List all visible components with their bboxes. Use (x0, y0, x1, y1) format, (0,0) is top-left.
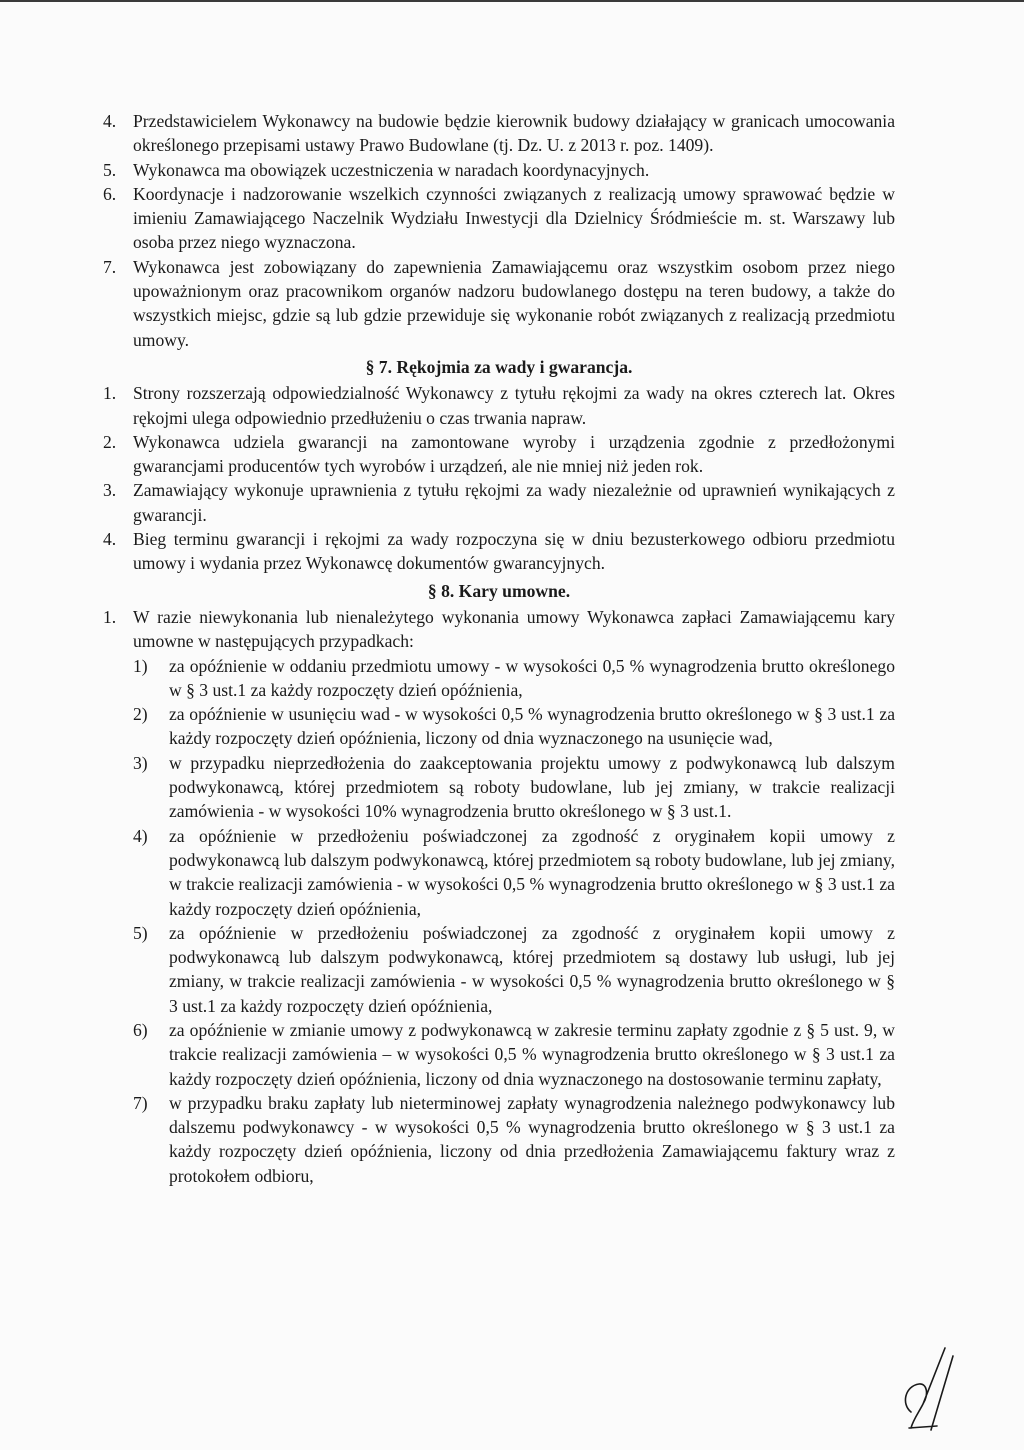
clause-item (103, 182, 895, 255)
clause-text: Strony rozszerzają odpowiedzialność Wykonawcy z tytułu rękojmi za wady na okres czterech lat. Okres rękojmi ulega odpowiednio przedłużeniu o czas trwania napraw. (133, 383, 895, 428)
clause-number: 2. (103, 431, 117, 452)
clause-number: 1. (103, 383, 117, 404)
section-7-heading: § 7. Rękojmia za wady i gwarancja. (365, 356, 633, 377)
penalty-subitem (103, 751, 895, 824)
clause-text: Wykonawca udziela gwarancji na zamontowane wyroby i urządzenia zgodnie z przedłożonymi gwarancjami producentów tych wyrobów i urządzeń, ale nie mniej niż jeden rok. (133, 431, 895, 477)
subitem-number: 6) (133, 1019, 148, 1040)
clause-text: Zamawiający wykonuje uprawnienia z tytułu rękojmi za wady niezależnie od uprawnień wynikających z gwarancji. (133, 480, 895, 525)
subitem-text: za opóźnienie w przedłożeniu poświadczonej za zgodność z oryginałem kopii umowy z podwykonawcą lub dalszym podwykonawcą, której przedmiotem są roboty budowlane, lub jej zmiany, w trakcie realizacji zamówienia - w wysokości 0,5 % wynagrodzenia brutto określonego w § 3 ust.1 za każdy rozpoczęty dzień opóźnienia, (169, 825, 895, 919)
clause-text: Przedstawicielem Wykonawcy na budowie będzie kierownik budowy działający w granicach umocowania określonego przepisami ustawy Prawo Budowlane (tj. Dz. U. z 2013 r. poz. 1409). (133, 111, 895, 156)
clause-number: 3. (103, 480, 117, 501)
clause-text: Bieg terminu gwarancji i rękojmi za wady rozpoczyna się w dniu bezusterkowego odbioru przedmiotu umowy i wydania przez Wykonawcę dokumentów gwarancyjnych. (133, 529, 895, 574)
subitem-number: 7) (133, 1092, 148, 1113)
penalty-subitem (103, 702, 895, 751)
page-top-edge (0, 0, 1024, 2)
clause-number: 4. (103, 529, 117, 550)
subitem-number: 1) (133, 655, 148, 676)
clause-item (103, 605, 895, 654)
subitem-number: 5) (133, 922, 148, 943)
clause-item (103, 478, 895, 527)
clause-number: 7. (103, 256, 117, 277)
clause-text: Wykonawca jest zobowiązany do zapewnienia Zamawiającemu oraz wszystkim osobom przez niego upoważnionym oraz pracownikom organów nadzoru budowlanego dostępu na teren budowy, a także do wszystkich miejsc, gdzie są lub gdzie przewiduje się wykonanie robót związanych z realizacją przedmiotu umowy. (133, 256, 895, 350)
clause-item (103, 109, 895, 158)
penalty-subitem (103, 824, 895, 921)
subitem-text: za opóźnienie w usunięciu wad - w wysokości 0,5 % wynagrodzenia brutto określonego w § 3 ust.1 za każdy rozpoczęty dzień opóźnienia, liczony od dnia wyznaczonego na usunięcie wad, (169, 704, 895, 749)
clause-number: 5. (103, 159, 117, 180)
document-page (103, 109, 895, 1188)
penalty-subitem (103, 1091, 895, 1188)
subitem-text: za opóźnienie w zmianie umowy z podwykonawcą w zakresie terminu zapłaty zgodnie z § 5 ust. 9, w trakcie realizacji zamówienia – w wysokości 0,5 % wynagrodzenia brutto określonego w § 3 ust.1 za każdy rozpoczęty dzień opóźnienia, liczony od dnia wyznaczonego na dostosowanie terminu zapłaty, (169, 1019, 895, 1089)
clause-text: Koordynacje i nadzorowanie wszelkich czynności związanych z realizacją umowy sprawować będzie w imieniu Zamawiającego Naczelnik Wydziału Inwestycji dla Dzielnicy Śródmieście m. st. Warszawy lub osoba przez niego wyznaczona. (133, 183, 895, 253)
subitem-text: w przypadku braku zapłaty lub nieterminowej zapłaty wynagrodzenia należnego podwykonawcy lub dalszemu podwykonawcy - w wysokości 0,5 % wynagrodzenia brutto określonego w § 3 ust.1 za każdy rozpoczęty dzień opóźnienia, liczony od dnia przedłożenia Zamawiającemu faktury wraz z protokołem odbioru, (169, 1092, 895, 1186)
clause-item (103, 158, 895, 182)
clause-number: 6. (103, 183, 117, 204)
subitem-text: za opóźnienie w przedłożeniu poświadczonej za zgodność z oryginałem kopii umowy z podwykonawcą lub dalszym podwykonawcą, której przedmiotem są dostawy lub usługi, lub jej zmiany, w trakcie realizacji zamówienia - w wysokości 0,5 % wynagrodzenia brutto określonego w § 3 ust.1 za każdy rozpoczęty dzień opóźnienia, (169, 922, 895, 1016)
clause-item (103, 430, 895, 479)
clause-item (103, 527, 895, 576)
subitem-text: w przypadku nieprzedłożenia do zaakceptowania projektu umowy z podwykonawcą lub dalszym podwykonawcą, której przedmiotem są roboty budowlane, lub jej zmiany, w trakcie realizacji zamówienia - w wysokości 10% wynagrodzenia brutto określonego w § 3 ust.1. (169, 752, 895, 822)
penalty-subitem (103, 1018, 895, 1091)
clause-text: W razie niewykonania lub nienależytego wykonania umowy Wykonawca zapłaci Zamawiającemu kary umowne w następujących przypadkach: (133, 606, 895, 652)
subitem-number: 4) (133, 825, 148, 846)
handwritten-initials-signature (897, 1342, 957, 1432)
penalty-subitem (103, 921, 895, 1018)
subitem-text: za opóźnienie w oddaniu przedmiotu umowy - w wysokości 0,5 % wynagrodzenia brutto określonego w § 3 ust.1 za każdy rozpoczęty dzień opóźnienia, (169, 655, 895, 700)
subitem-number: 2) (133, 704, 148, 725)
subitem-number: 3) (133, 752, 148, 773)
section-8-heading: § 8. Kary umowne. (427, 580, 571, 601)
clause-text: Wykonawca ma obowiązek uczestniczenia w naradach koordynacyjnych. (133, 159, 650, 180)
clause-number: 1. (103, 606, 117, 627)
clause-item (103, 255, 895, 352)
clause-item (103, 381, 895, 430)
penalty-subitem (103, 654, 895, 703)
clause-number: 4. (103, 111, 117, 131)
